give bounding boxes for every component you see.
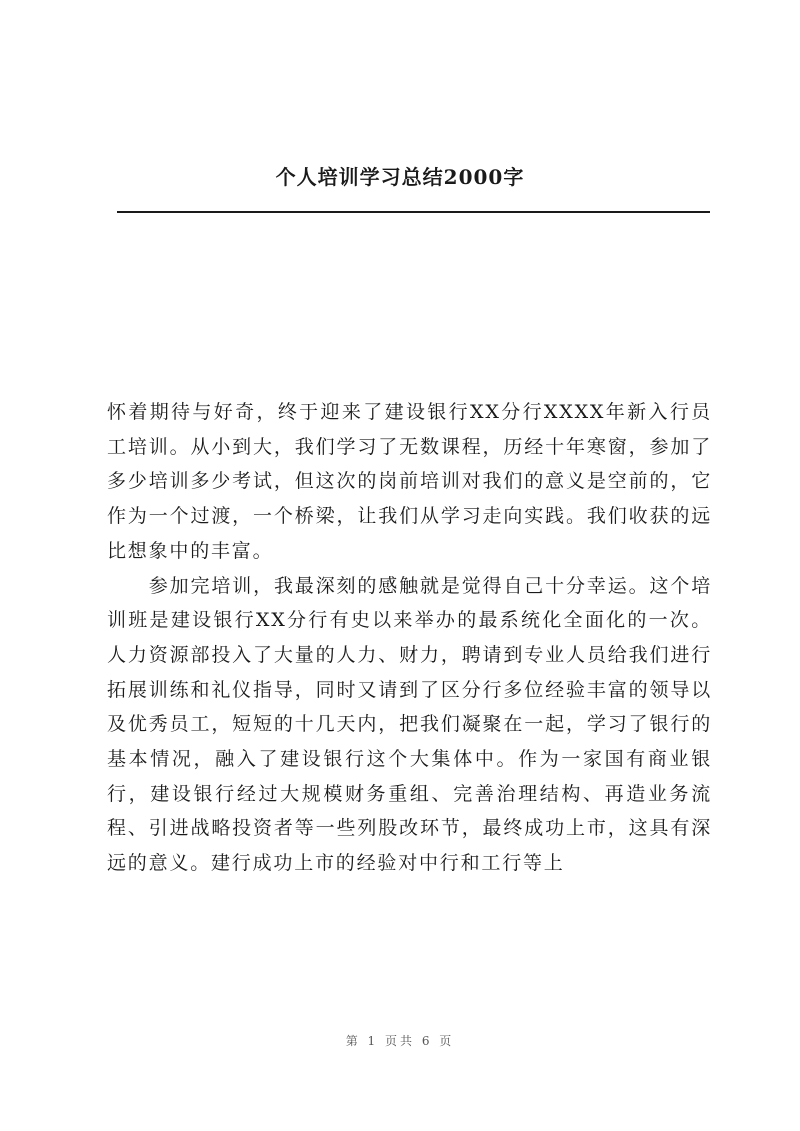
paragraph-2: 参加完培训，我最深刻的感触就是觉得自己十分幸运。这个培训班是建设银行XX分行有史以来举办的最系统化全面化的一次。人力资源部投入了大量的人力、财力，聘请到专业人员给我们进行拓展训练和礼仪指导，同时又请到了区分行多位经验丰富的领导以及优秀员工，短短的十几天内，把我们凝聚在一起，学习了银行的基本情况，融入了建设银行这个大集体中。作为一家国有商业银行，建设银行经过大规模财务重组、完善治理结构、再造业务流程、引进战略投资者等一些列股改环节，最终成功上市，这具有深远的意义。建行成功上市的经验对中行和工行等上 bbox=[107, 574, 712, 875]
document-body bbox=[107, 395, 712, 881]
page-number-footer: 第 1 页共 6 页 bbox=[345, 1034, 455, 1048]
paragraph-1: 怀着期待与好奇，终于迎来了建设银行XX分行XXXX年新入行员工培训。从小到大，我们学习了无数课程，历经十年寒窗，参加了多少培训多少考试，但这次的岗前培训对我们的意义是空前的，它作为一个过渡，一个桥梁，让我们从学习走向实践。我们收获的远比想象中的丰富。 bbox=[107, 401, 712, 562]
document-title: 个人培训学习总结2000字 bbox=[275, 165, 525, 189]
title-divider bbox=[117, 211, 710, 213]
